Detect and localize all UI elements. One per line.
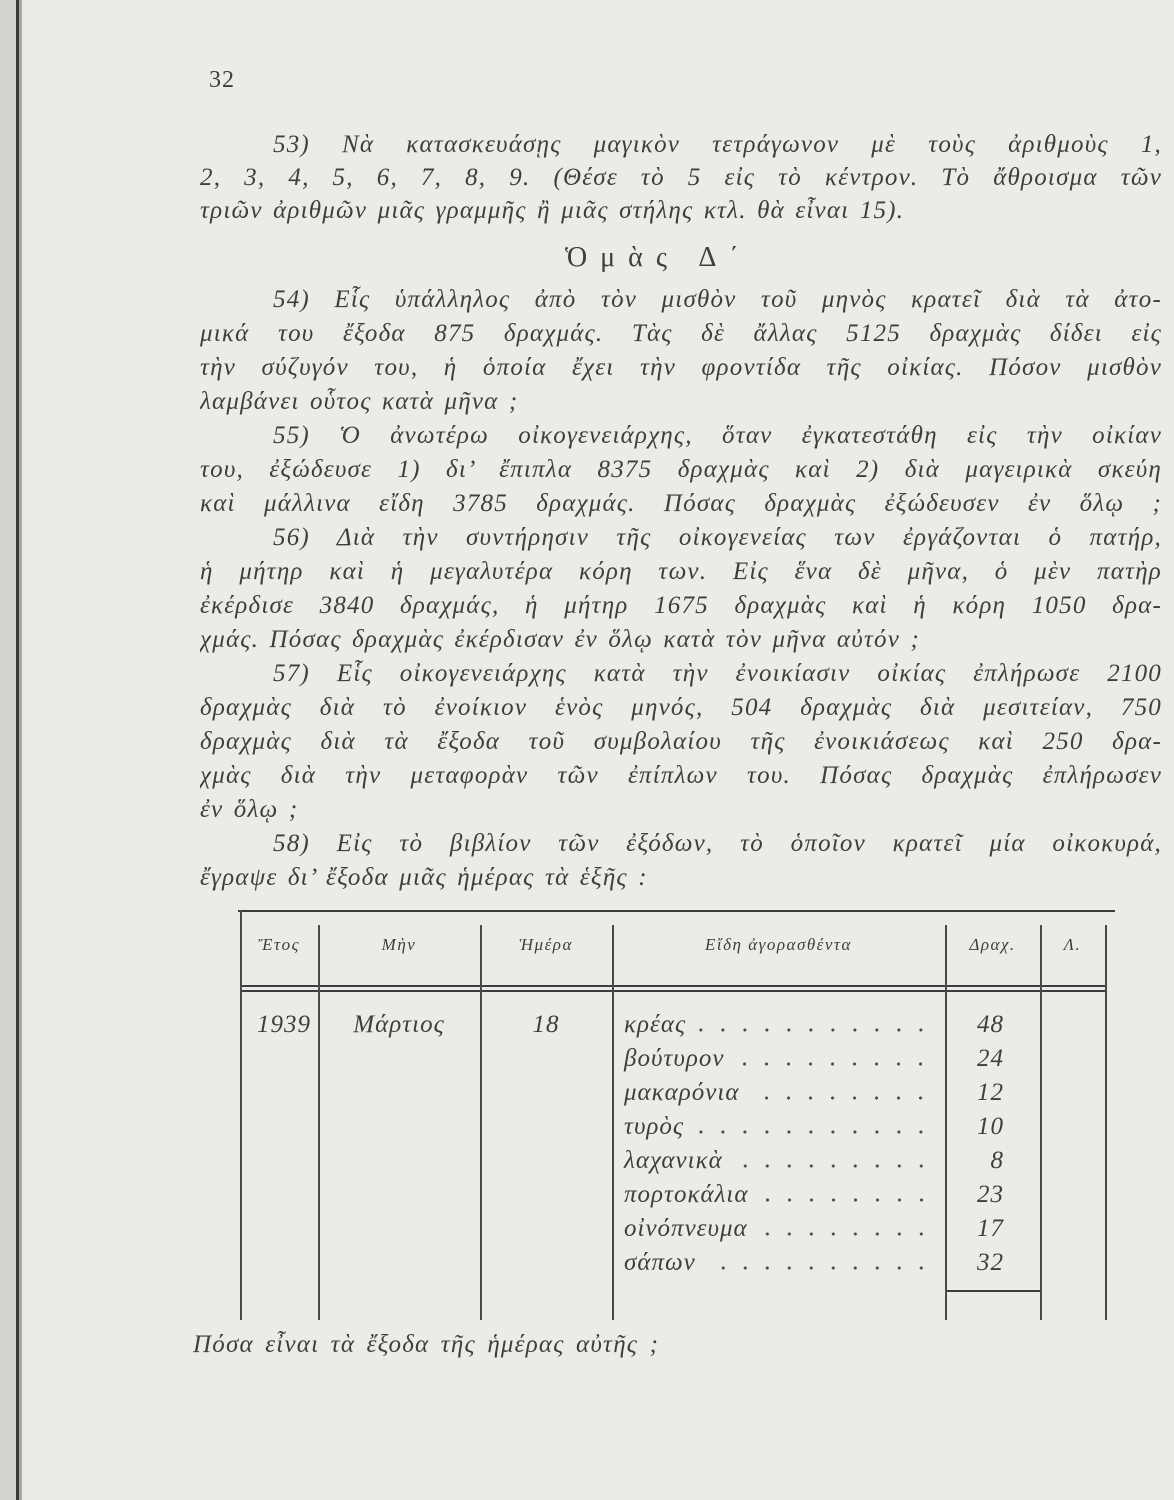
problem-53-line: τριῶν ἀριθμῶν μιᾶς γραμμῆς ἢ μιᾶς στήλης κτλ. θὰ εἶναι 15). [200, 197, 905, 224]
table-row [238, 1178, 1118, 1212]
table-row [238, 1008, 1118, 1042]
item-cell [624, 1042, 936, 1076]
item-name: οἰνόπνευμα [624, 1215, 748, 1242]
leader-dots [733, 1164, 932, 1168]
item-name: τυρὸς [624, 1113, 685, 1140]
item-cell [624, 1212, 936, 1246]
item-name: σάπων [624, 1249, 696, 1276]
table-row [238, 1042, 1118, 1076]
item-name: κρέας [624, 1011, 687, 1038]
item-amount: 17 [977, 1215, 1004, 1242]
problem-55-line: 55) Ὁ ἀνωτέρω οἰκογενειάρχης, ὅταν ἐγκατεστάθη εἰς τὴν οἰκίαν [273, 422, 1162, 449]
problem-57-line: δραχμὰς διὰ τὸ ἐνοίκιον ἑνὸς μηνός, 504 δραχμὰς διὰ μεσιτείαν, 750 [200, 694, 1162, 721]
item-name: μακαρόνια [624, 1079, 740, 1106]
header-items: Εἴδη ἀγορασθέντα [705, 935, 852, 954]
leader-dots [759, 1198, 933, 1202]
item-cell [624, 1110, 936, 1144]
problem-57-line: χμὰς διὰ τὴν μεταφορὰν τῶν ἐπίπλων του. Πόσας δραχμὰς ἐπλήρωσεν [200, 762, 1162, 789]
problem-57-line: 57) Εἷς οἰκογενειάρχης κατὰ τὴν ἐνοικίασιν οἰκίας ἐπλήρωσε 2100 [273, 660, 1162, 687]
problem-57-line: δραχμὰς διὰ τὰ ἔξοδα τοῦ συμβολαίου τῆς ἐνοικιάσεως καὶ 250 δρα- [200, 728, 1162, 755]
expense-table [238, 905, 1118, 1325]
header-rule-lower [240, 990, 1105, 992]
item-name: λαχανικὰ [624, 1147, 723, 1174]
header-lepta: Λ. [1063, 935, 1082, 954]
problem-56-line: 56) Διὰ τὴν συντήρησιν τῆς οἰκογενείας των ἐργάζονται ὁ πατήρ, [273, 524, 1162, 551]
cell-day: 18 [532, 1011, 560, 1038]
item-amount: 23 [977, 1181, 1004, 1208]
scan-margin [0, 0, 16, 1500]
problem-55-line: του, ἐξώδευσε 1) δι’ ἔπιπλα 8375 δραχμὰς καὶ 2) διὰ μαγειρικὰ σκεύη [200, 456, 1162, 483]
problem-55-line: καὶ μάλλινα εἴδη 3785 δραχμάς. Πόσας δραχμὰς ἐξώδευσεν ἐν ὅλῳ ; [200, 490, 1162, 517]
item-cell [624, 1076, 936, 1110]
problem-54-line: 54) Εἷς ὑπάλληλος ἀπὸ τὸν μισθὸν τοῦ μηνὸς κρατεῖ διὰ τὰ ἀτο- [273, 286, 1162, 313]
item-amount: 12 [977, 1079, 1004, 1106]
item-name: βούτυρον [624, 1045, 725, 1072]
header-month: Μὴν [381, 935, 417, 954]
item-name: πορτοκάλια [624, 1181, 749, 1208]
section-heading: Ὁμὰς Δ΄ [565, 242, 752, 273]
problem-53-line: 2, 3, 4, 5, 6, 7, 8, 9. (Θέσε τὸ 5 εἰς τὸ κέντρον. Τὸ ἄθροισμα τῶν [200, 164, 1162, 191]
leader-dots [734, 1062, 932, 1066]
problem-56-line: χμάς. Πόσας δραχμὰς ἐκέρδισαν ἐν ὅλῳ κατὰ τὸν μῆνα αὐτόν ; [200, 626, 920, 653]
problem-53-line: 53) Νὰ κατασκευάσῃς μαγικὸν τετράγωνον μὲ τοὺς ἀριθμοὺς 1, [273, 131, 1162, 158]
closing-question: Πόσα εἶναι τὰ ἔξοδα τῆς ἡμέρας αὐτῆς ; [193, 1331, 660, 1358]
problem-54-line: τὴν σύζυγόν του, ἡ ὁποία ἔχει τὴν φροντίδα τῆς οἰκίας. Πόσον μισθὸν [200, 354, 1162, 381]
problem-54-line: λαμβάνει οὗτος κατὰ μῆνα ; [200, 388, 519, 415]
problem-58-line: 58) Εἰς τὸ βιβλίον τῶν ἐξόδων, τὸ ὁποῖον κρατεῖ μία οἰκοκυρά, [273, 830, 1162, 857]
problem-54-line: μικά του ἔξοδα 875 δραχμάς. Τὰς δὲ ἄλλας 5125 δραχμὰς δίδει εἰς [200, 320, 1162, 347]
item-cell [624, 1178, 936, 1212]
table-row [238, 1076, 1118, 1110]
leader-dots [694, 1130, 932, 1134]
problem-56-line: ἡ μήτηρ καὶ ἡ μεγαλυτέρα κόρη των. Εἰς ἕνα δὲ μῆνα, ὁ μὲν πατὴρ [200, 558, 1162, 585]
header-year: Ἔτος [257, 935, 301, 954]
item-amount: 24 [977, 1045, 1004, 1072]
item-cell [624, 1144, 936, 1178]
cell-month: Μάρτιος [353, 1011, 445, 1038]
leader-dots [696, 1028, 932, 1032]
leader-dots [758, 1232, 932, 1236]
table-row [238, 1246, 1118, 1280]
table-row [238, 1110, 1118, 1144]
problem-57-line: ἐν ὅλῳ ; [200, 796, 299, 823]
header-drachmas: Δραχ. [969, 935, 1016, 954]
sum-rule [945, 1290, 1040, 1292]
table-row [238, 1144, 1118, 1178]
table-row [238, 1212, 1118, 1246]
leader-dots [706, 1266, 932, 1270]
table-top-rule [238, 910, 1115, 912]
item-amount: 48 [977, 1011, 1004, 1038]
problem-58-line: ἔγραψε δι’ ἔξοδα μιᾶς ἡμέρας τὰ ἑξῆς : [200, 864, 648, 891]
leader-dots [749, 1096, 932, 1100]
problem-56-line: ἐκέρδισε 3840 δραχμάς, ἡ μήτηρ 1675 δραχμὰς καὶ ἡ κόρη 1050 δρα- [200, 592, 1162, 619]
scan-edge-shadow [19, 0, 22, 1500]
item-cell [624, 1008, 936, 1042]
item-amount: 8 [990, 1147, 1004, 1174]
item-amount: 32 [977, 1249, 1004, 1276]
header-day: Ἡμέρα [519, 935, 573, 954]
header-rule-upper [240, 985, 1105, 987]
cell-year: 1939 [257, 1011, 311, 1038]
item-cell [624, 1246, 936, 1280]
page-number: 32 [209, 67, 235, 93]
item-amount: 10 [977, 1113, 1004, 1140]
